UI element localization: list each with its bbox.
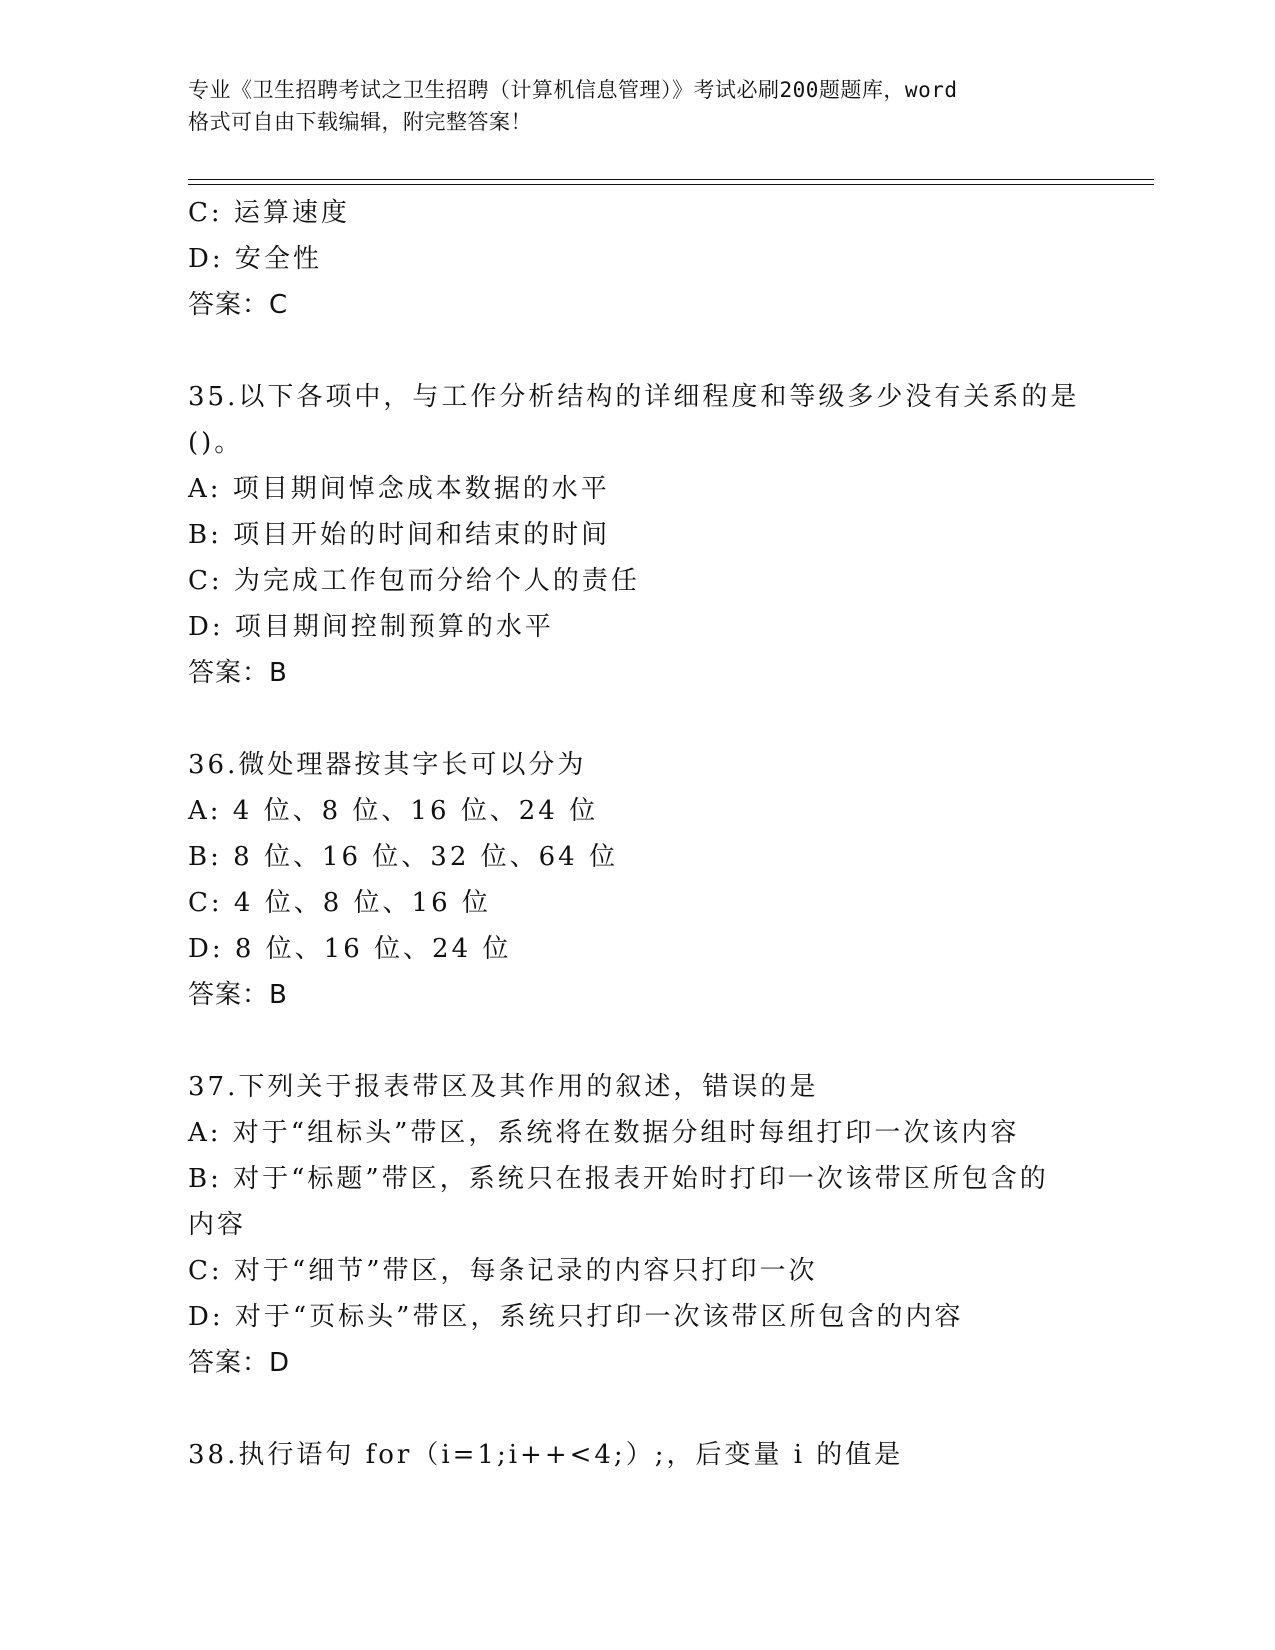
- question-list: [188, 190, 1088, 1478]
- option-d: D: 对于“页标头”带区，系统只打印一次该带区所包含的内容: [188, 1302, 964, 1332]
- question-stem-continued: ()。: [188, 428, 244, 458]
- spacer: [188, 328, 1088, 374]
- document-header: [188, 74, 1088, 138]
- question-stem: 35.以下各项中，与工作分析结构的详细程度和等级多少没有关系的是: [188, 382, 1080, 412]
- header-title-line-2: 格式可自由下载编辑，附完整答案！: [188, 110, 532, 134]
- option-b-continued: 内容: [188, 1210, 247, 1240]
- answer: 答案：B: [188, 658, 288, 688]
- question-35: [188, 374, 1088, 696]
- spacer: [188, 1018, 1088, 1064]
- question-37: [188, 1064, 1088, 1386]
- header-title-line-1: 专业《卫生招聘考试之卫生招聘（计算机信息管理）》考试必刷200题题库，word: [188, 78, 958, 102]
- question-stem: 38.执行语句 for（i=1;i++<4;）;，后变量 i 的值是: [188, 1440, 904, 1470]
- option-b: B: 项目开始的时间和结束的时间: [188, 520, 611, 550]
- answer: 答案：B: [188, 980, 288, 1010]
- option-d: D: 安全性: [188, 244, 322, 274]
- question-38: [188, 1432, 1088, 1478]
- option-c: C: 4 位、8 位、16 位: [188, 888, 491, 918]
- option-d: D: 8 位、16 位、24 位: [188, 934, 512, 964]
- question-stem: 37.下列关于报表带区及其作用的叙述，错误的是: [188, 1072, 819, 1102]
- header-divider-top: [188, 179, 1154, 180]
- option-a: A: 项目期间悼念成本数据的水平: [188, 474, 610, 504]
- option-a: A: 4 位、8 位、16 位、24 位: [188, 796, 599, 826]
- spacer: [188, 696, 1088, 742]
- option-d: D: 项目期间控制预算的水平: [188, 612, 554, 642]
- question-stem: 36.微处理器按其字长可以分为: [188, 750, 587, 780]
- spacer: [188, 1386, 1088, 1432]
- option-b: B: 8 位、16 位、32 位、64 位: [188, 842, 618, 872]
- option-b: B: 对于“标题”带区，系统只在报表开始时打印一次该带区所包含的: [188, 1164, 1049, 1194]
- option-a: A: 对于“组标头”带区，系统将在数据分组时每组打印一次该内容: [188, 1118, 1020, 1148]
- option-c: C: 对于“细节”带区，每条记录的内容只打印一次: [188, 1256, 818, 1286]
- option-c: C: 运算速度: [188, 198, 350, 228]
- answer: 答案：C: [188, 290, 289, 320]
- header-divider-bottom: [188, 184, 1154, 185]
- question-34: [188, 190, 1088, 328]
- question-36: [188, 742, 1088, 1018]
- answer: 答案：D: [188, 1348, 291, 1378]
- option-c: C: 为完成工作包而分给个人的责任: [188, 566, 640, 596]
